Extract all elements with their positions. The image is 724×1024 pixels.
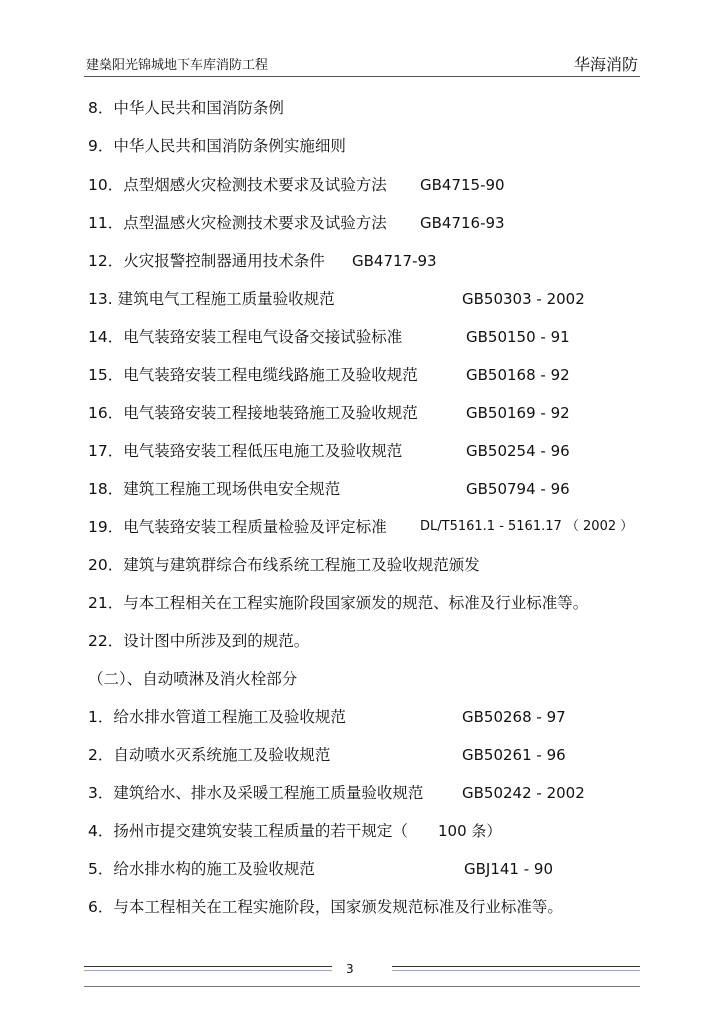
standard-code: GB50268 - 97 bbox=[462, 708, 566, 726]
standard-code: GB50261 - 96 bbox=[462, 746, 566, 764]
footer-divider-left-secondary bbox=[84, 970, 332, 971]
list-item: 3．建筑给水、排水及采暖工程施工质量验收规范 bbox=[88, 784, 424, 802]
list-item: 15．电气装臵安装工程电缆线路施工及验收规范 bbox=[88, 366, 418, 384]
list-item: 1．给水排水管道工程施工及验收规范 bbox=[88, 708, 346, 726]
header-company-name: 华海消防 bbox=[573, 55, 638, 74]
page-number: 3 bbox=[346, 962, 354, 976]
list-item: 22．设计图中所涉及到的规范。 bbox=[88, 632, 310, 650]
standard-code: DL/T5161.1 - 5161.17 （ 2002 ） bbox=[420, 519, 634, 534]
list-item: 19．电气装臵安装工程质量检验及评定标准 bbox=[88, 518, 387, 536]
standard-code: 100 条） bbox=[438, 822, 502, 840]
footer-divider-right-secondary bbox=[392, 970, 640, 971]
standard-code: GB4717-93 bbox=[352, 252, 437, 270]
footer-divider-right bbox=[392, 966, 640, 967]
section-heading: （二）、自动喷淋及消火栓部分 bbox=[88, 670, 298, 688]
footer-rule bbox=[84, 986, 640, 987]
list-item: 21．与本工程相关在工程实施阶段国家颁发的规范、标准及行业标准等。 bbox=[88, 594, 589, 612]
standard-code: GBJ141 - 90 bbox=[464, 860, 554, 878]
standard-code: GB4716-93 bbox=[420, 214, 505, 232]
list-item: 12．火灾报警控制器通用技术条件 bbox=[88, 252, 325, 270]
list-item: 2．自动喷水灭系统施工及验收规范 bbox=[88, 746, 331, 764]
footer-divider-left bbox=[84, 966, 332, 967]
standard-code: GB50242 - 2002 bbox=[462, 784, 585, 802]
standard-code: GB50150 - 91 bbox=[466, 328, 570, 346]
standard-code: GB4715-90 bbox=[420, 176, 505, 194]
standard-code: GB50794 - 96 bbox=[466, 480, 570, 498]
header-project-title: 建燊阳光锦城地下车库消防工程 bbox=[86, 58, 269, 73]
list-item: 9．中华人民共和国消防条例实施细则 bbox=[88, 137, 346, 155]
list-item: 13. 建筑电气工程施工质量验收规范 bbox=[88, 290, 335, 308]
standard-code: GB50254 - 96 bbox=[466, 442, 570, 460]
list-item: 10．点型烟感火灾检测技术要求及试验方法 bbox=[88, 176, 387, 194]
list-item: 5．给水排水构的施工及验收规范 bbox=[88, 860, 315, 878]
standard-code: GB50169 - 92 bbox=[466, 404, 570, 422]
list-item: 11．点型温感火灾检测技术要求及试验方法 bbox=[88, 214, 387, 232]
list-item: 17．电气装臵安装工程低压电施工及验收规范 bbox=[88, 442, 403, 460]
list-item: 20．建筑与建筑群综合布线系统工程施工及验收规范颁发 bbox=[88, 556, 480, 574]
header-divider bbox=[84, 76, 640, 77]
standard-code: GB50168 - 92 bbox=[466, 366, 570, 384]
list-item: 14．电气装臵安装工程电气设备交接试验标准 bbox=[88, 328, 403, 346]
list-item: 16．电气装臵安装工程接地装臵施工及验收规范 bbox=[88, 404, 418, 422]
list-item: 18．建筑工程施工现场供电安全规范 bbox=[88, 480, 341, 498]
standard-code: GB50303 - 2002 bbox=[462, 290, 585, 308]
list-item: 4．扬州市提交建筑安装工程质量的若干规定（ bbox=[88, 822, 408, 840]
list-item: 6．与本工程相关在工程实施阶段，国家颁发规范标准及行业标准等。 bbox=[88, 898, 563, 916]
list-item: 8．中华人民共和国消防条例 bbox=[88, 99, 284, 117]
